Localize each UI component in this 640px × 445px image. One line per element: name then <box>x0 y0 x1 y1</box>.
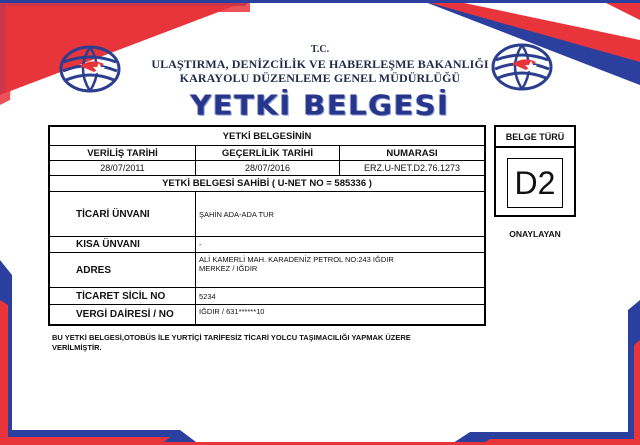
section-title-row <box>50 127 484 146</box>
field-value-trade-name: ŞAHİN ADA-ADA TUR <box>195 192 484 236</box>
field-row-address <box>50 253 484 288</box>
field-label-tax-office: VERGİ DAİRESİ / NO <box>76 309 174 320</box>
holder-title: YETKİ BELGESİ SAHİBİ ( U-NET NO = 585336 ) <box>162 178 372 189</box>
tc-label: T.C. <box>310 44 330 55</box>
directorate-name: KARAYOLU DÜZENLEME GENEL MÜDÜRLÜĞÜ <box>179 71 461 85</box>
field-value-address: ALİ KAMERLİ MAH. KARADENİZ PETROL NO:243 IĞDIR MERKEZ / IĞDIR <box>195 253 484 287</box>
globe-logo-left-icon <box>58 44 122 94</box>
ministry-name: ULAŞTIRMA, DENİZCİLİK VE HABERLEŞME BAKANLIĞI <box>151 57 489 71</box>
section-title: YETKİ BELGESİNİN <box>222 130 312 142</box>
field-label-trade-registry: TİCARET SİCİL NO <box>76 290 166 302</box>
issue-date-value: 28/07/2011 <box>100 163 145 173</box>
certificate-number-value: ERZ.U-NET.D2.76.1273 <box>339 161 484 175</box>
footnote-text: BU YETKİ BELGESİ,OTOBÜS İLE YURTİÇİ TARİFESİZ TİCARİ YOLCU TAŞIMACILIĞI YAPMAK ÜZERE VERİLMİŞTİR. <box>52 333 411 352</box>
document-type-value: D2 <box>507 158 563 208</box>
column-header-issue-date: VERİLİŞ TARİHİ <box>87 147 158 159</box>
holder-title-row <box>50 176 484 192</box>
column-header-number: NUMARASI <box>339 146 484 160</box>
document-title: YETKİ BELGESİ <box>190 88 450 122</box>
field-row-trade-name <box>50 192 484 237</box>
field-value-short-name: - <box>195 237 484 252</box>
columns-value-row <box>50 161 484 176</box>
field-label-short-name: KISA ÜNVANI <box>76 239 140 250</box>
field-row-trade-registry <box>50 288 484 305</box>
document-type-box <box>494 125 576 217</box>
field-label-trade-name: TİCARİ ÜNVANI <box>76 208 150 220</box>
field-row-tax-office <box>50 305 484 324</box>
document-type-value-area <box>496 148 574 217</box>
validity-date-value: 28/07/2016 <box>195 161 339 175</box>
field-value-tax-office: IĞDIR / 631******10 <box>195 305 484 324</box>
column-header-validity-date: GEÇERLİLİK TARİHİ <box>195 146 339 160</box>
columns-header-row <box>50 146 484 161</box>
certificate-table <box>48 125 486 326</box>
field-value-trade-registry: 5234 <box>195 288 484 304</box>
field-row-short-name <box>50 237 484 253</box>
field-label-address: ADRES <box>76 264 112 276</box>
approver-label: ONAYLAYAN <box>509 229 561 239</box>
document-type-label: BELGE TÜRÜ <box>496 127 574 148</box>
